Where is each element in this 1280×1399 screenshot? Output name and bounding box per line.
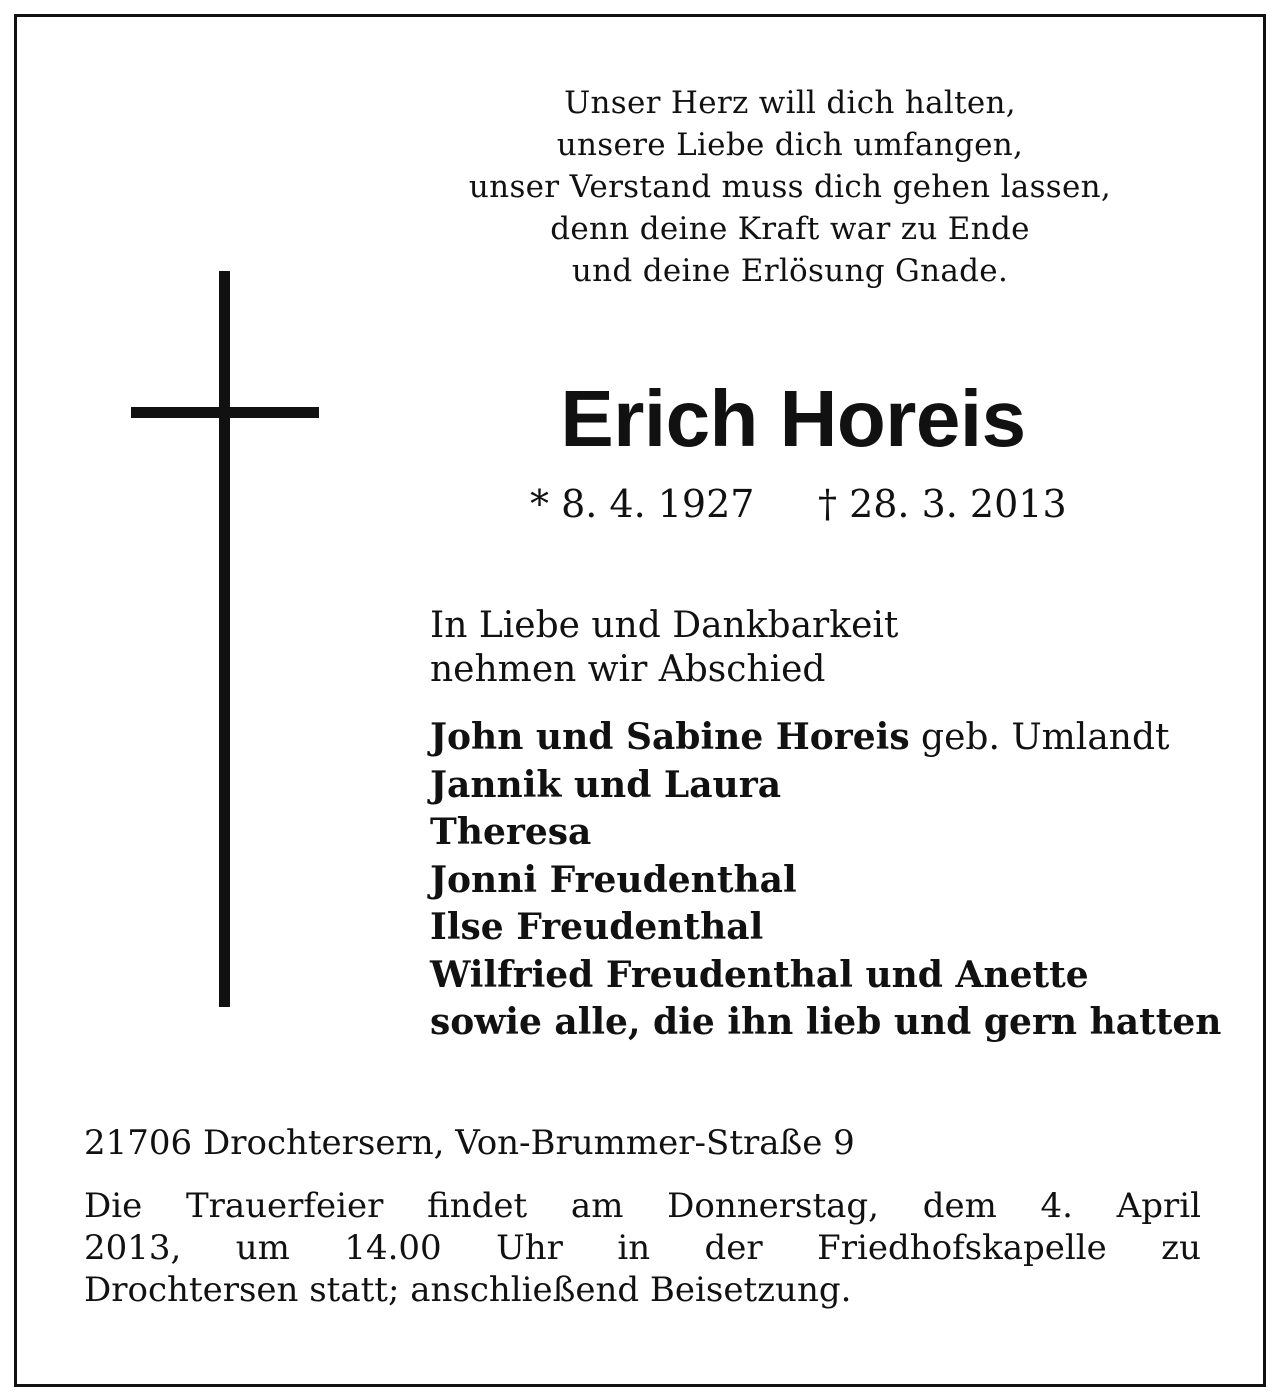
mourner-name: Jannik und Laura	[430, 763, 782, 806]
mourner-name: Jonni Freudenthal	[430, 858, 797, 901]
mourner-line	[430, 857, 1221, 905]
mourner-line	[430, 809, 1221, 857]
mourner-line	[430, 714, 1221, 762]
poem-line: und deine Erlösung Gnade.	[571, 253, 1009, 289]
mourner-name: Theresa	[430, 811, 592, 853]
poem	[420, 82, 1160, 292]
birth-date: * 8. 4. 1927	[530, 482, 755, 526]
funeral-service-notice	[84, 1185, 1201, 1311]
mourner-line	[430, 762, 1221, 810]
poem-line: denn deine Kraft war zu Ende	[550, 211, 1030, 247]
mourner-name: Wilfried Freudenthal und Anette	[430, 953, 1089, 996]
intro-line: In Liebe und Dankbarkeit	[430, 605, 899, 646]
farewell-intro	[430, 604, 898, 692]
notice-line: 2013, um 14.00 Uhr in der Friedhofskapelle zu	[84, 1228, 1201, 1268]
address: 21706 Drochtersern, Von-Brummer-Straße 9	[84, 1123, 855, 1163]
notice-line: Drochtersen statt; anschließend Beisetzung.	[84, 1270, 852, 1310]
mourner-name: Ilse Freudenthal	[430, 906, 764, 948]
mourner-line	[430, 904, 1221, 952]
mourners-list	[430, 714, 1221, 1047]
cross-horizontal-bar	[131, 407, 319, 418]
death-date: † 28. 3. 2013	[818, 482, 1067, 526]
maiden-name-note: geb. Umlandt	[909, 717, 1170, 758]
intro-line: nehmen wir Abschied	[430, 649, 826, 690]
deceased-name: Erich Horeis	[560, 374, 1026, 463]
mourner-line	[430, 999, 1221, 1047]
cross-vertical-bar	[219, 271, 230, 1007]
mourner-name: John und Sabine Horeis	[430, 716, 910, 758]
notice-line: Die Trauerfeier findet am Donnerstag, dem 4. April	[84, 1186, 1201, 1226]
poem-line: unsere Liebe dich umfangen,	[556, 127, 1024, 163]
poem-line: unser Verstand muss dich gehen lassen,	[468, 169, 1112, 205]
mourner-line	[430, 952, 1221, 1000]
poem-line: Unser Herz will dich halten,	[564, 85, 1016, 121]
mourner-name: sowie alle, die ihn lieb und gern hatten	[430, 1001, 1222, 1043]
